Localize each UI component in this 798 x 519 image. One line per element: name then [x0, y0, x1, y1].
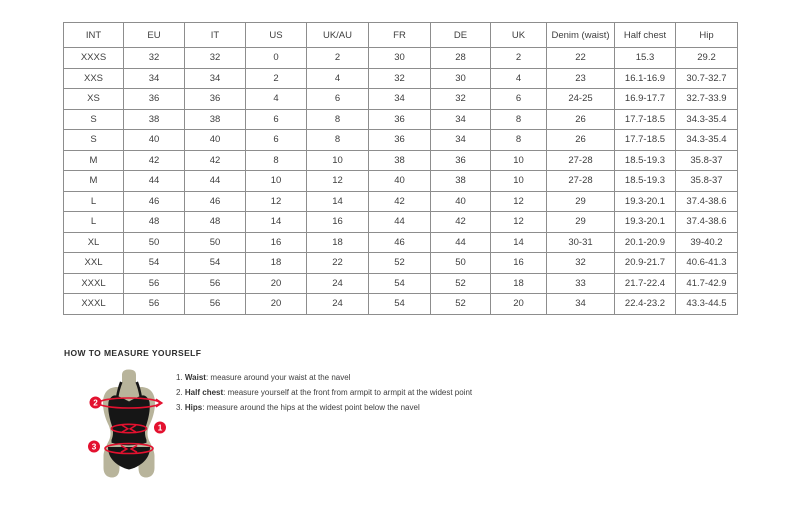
table-cell: 32 [185, 48, 246, 69]
table-cell: 26 [547, 130, 615, 151]
table-cell: 34.3-35.4 [676, 109, 738, 130]
table-cell: 14 [491, 232, 547, 253]
table-cell: M [64, 171, 124, 192]
table-row [64, 130, 738, 151]
table-header-row [64, 23, 738, 48]
table-cell: 12 [307, 171, 369, 192]
table-cell: 30 [431, 68, 491, 89]
table-cell: 2 [246, 68, 307, 89]
table-cell: 27-28 [547, 171, 615, 192]
table-cell: 20 [246, 294, 307, 315]
table-cell: 48 [124, 212, 185, 233]
table-cell: 40.6-41.3 [676, 253, 738, 274]
table-cell: 38 [185, 109, 246, 130]
table-cell: 34 [547, 294, 615, 315]
table-cell: 30-31 [547, 232, 615, 253]
table-cell: 54 [185, 253, 246, 274]
camisole-top [108, 395, 150, 445]
table-cell: 4 [307, 68, 369, 89]
header-cell: UK/AU [307, 23, 369, 48]
table-cell: 28 [431, 48, 491, 69]
header-cell: EU [124, 23, 185, 48]
table-cell: 15.3 [615, 48, 676, 69]
table-cell: 41.7-42.9 [676, 273, 738, 294]
header-cell: DE [431, 23, 491, 48]
header-cell: INT [64, 23, 124, 48]
table-cell: 50 [431, 253, 491, 274]
marker-hips-number: 3 [91, 442, 97, 452]
table-cell: 35.8-37 [676, 171, 738, 192]
step-label: Waist [184, 373, 206, 382]
marker-half-chest-number: 2 [93, 398, 98, 408]
size-chart-table [63, 22, 738, 315]
header-cell: FR [369, 23, 431, 48]
table-cell: 33 [547, 273, 615, 294]
table-cell: 30 [369, 48, 431, 69]
table-cell: 16 [307, 212, 369, 233]
step-item [176, 402, 472, 417]
table-cell: 50 [124, 232, 185, 253]
table-cell: 36 [369, 130, 431, 151]
step-label: Half chest [184, 388, 224, 398]
table-cell: 36 [431, 150, 491, 171]
table-cell: 40 [185, 130, 246, 151]
table-cell: 10 [491, 171, 547, 192]
table-cell: 17.7-18.5 [615, 109, 676, 130]
table-cell: 52 [369, 253, 431, 274]
table-row [64, 89, 738, 110]
table-cell: 46 [124, 191, 185, 212]
table-cell: 4 [246, 89, 307, 110]
table-cell: 40 [369, 171, 431, 192]
table-cell: 36 [185, 89, 246, 110]
table-cell: 12 [246, 191, 307, 212]
table-cell: 32 [431, 89, 491, 110]
marker-waist-number: 1 [157, 423, 163, 433]
table-cell: 23 [547, 68, 615, 89]
header-cell: US [246, 23, 307, 48]
table-cell: 18 [307, 232, 369, 253]
table-cell: 44 [369, 212, 431, 233]
table-cell: 27-28 [547, 150, 615, 171]
header-cell: Denim (waist) [547, 23, 615, 48]
table-cell: 12 [491, 212, 547, 233]
header-cell: Hip [676, 23, 738, 48]
table-row [64, 191, 738, 212]
table-cell: 44 [124, 171, 185, 192]
table-cell: 34 [185, 68, 246, 89]
table-cell: 2 [491, 48, 547, 69]
step-label: Hips [184, 403, 203, 413]
table-cell: 40 [431, 191, 491, 212]
table-cell: 32 [124, 48, 185, 69]
table-row [64, 273, 738, 294]
table-row [64, 109, 738, 130]
table-cell: 32 [369, 68, 431, 89]
table-cell: 42 [431, 212, 491, 233]
table-cell: 38 [369, 150, 431, 171]
table-cell: 24-25 [547, 89, 615, 110]
step-text: : measure around your waist at the navel [205, 373, 351, 382]
table-cell: 21.7-22.4 [615, 273, 676, 294]
table-cell: L [64, 191, 124, 212]
table-cell: 16.1-16.9 [615, 68, 676, 89]
table-cell: 22 [307, 253, 369, 274]
table-cell: 19.3-20.1 [615, 212, 676, 233]
table-cell: 18.5-19.3 [615, 150, 676, 171]
table-cell: 18 [491, 273, 547, 294]
table-cell: 50 [185, 232, 246, 253]
table-cell: 8 [491, 130, 547, 151]
table-cell: 46 [185, 191, 246, 212]
table-cell: 14 [246, 212, 307, 233]
table-cell: 34 [369, 89, 431, 110]
table-row [64, 294, 738, 315]
table-cell: 39-40.2 [676, 232, 738, 253]
table-cell: 56 [185, 294, 246, 315]
table-cell: XL [64, 232, 124, 253]
table-cell: 10 [246, 171, 307, 192]
table-cell: S [64, 130, 124, 151]
table-cell: 35.8-37 [676, 150, 738, 171]
table-cell: S [64, 109, 124, 130]
table-cell: 8 [246, 150, 307, 171]
step-text: : measure yourself at the front from armpit to armpit at the widest point [223, 388, 473, 398]
section-title: HOW TO MEASURE YOURSELF [64, 348, 202, 358]
table-cell: 36 [124, 89, 185, 110]
table-row [64, 212, 738, 233]
table-cell: 10 [307, 150, 369, 171]
table-cell: XXXL [64, 294, 124, 315]
table-cell: 18.5-19.3 [615, 171, 676, 192]
table-cell: 20.1-20.9 [615, 232, 676, 253]
table-cell: 42 [369, 191, 431, 212]
header-cell: UK [491, 23, 547, 48]
table-cell: 52 [431, 294, 491, 315]
step-item [176, 387, 472, 402]
table-cell: 32 [547, 253, 615, 274]
table-cell: 6 [246, 130, 307, 151]
table-cell: 26 [547, 109, 615, 130]
table-cell: M [64, 150, 124, 171]
table-cell: 8 [307, 109, 369, 130]
table-cell: XXL [64, 253, 124, 274]
table-cell: 20 [246, 273, 307, 294]
step-text: : measure around the hips at the widest point below the navel [202, 403, 420, 413]
table-cell: XXS [64, 68, 124, 89]
table-cell: 6 [307, 89, 369, 110]
table-cell: 44 [431, 232, 491, 253]
table-row [64, 253, 738, 274]
table-cell: 44 [185, 171, 246, 192]
table-cell: 24 [307, 273, 369, 294]
table-cell: 34 [124, 68, 185, 89]
step-number: 3. [176, 403, 185, 413]
table-cell: 46 [369, 232, 431, 253]
table-cell: 52 [431, 273, 491, 294]
table-cell: 6 [246, 109, 307, 130]
table-cell: 34 [431, 109, 491, 130]
table-cell: 4 [491, 68, 547, 89]
table-cell: 16 [246, 232, 307, 253]
table-cell: XXXL [64, 273, 124, 294]
table-cell: 24 [307, 294, 369, 315]
table-cell: 29 [547, 191, 615, 212]
table-row [64, 68, 738, 89]
table-row [64, 48, 738, 69]
table-cell: 2 [307, 48, 369, 69]
table-cell: 20 [491, 294, 547, 315]
table-cell: 14 [307, 191, 369, 212]
table-cell: XXXS [64, 48, 124, 69]
step-item [176, 372, 472, 387]
step-number: 1. [176, 373, 185, 382]
table-cell: 22 [547, 48, 615, 69]
table-cell: 37.4-38.6 [676, 191, 738, 212]
table-cell: 56 [124, 273, 185, 294]
table-cell: 43.3-44.5 [676, 294, 738, 315]
table-cell: 16 [491, 253, 547, 274]
table-cell: 54 [369, 294, 431, 315]
table-cell: 17.7-18.5 [615, 130, 676, 151]
table-cell: 37.4-38.6 [676, 212, 738, 233]
table-cell: 38 [431, 171, 491, 192]
table-cell: 29.2 [676, 48, 738, 69]
step-number: 2. [176, 388, 185, 398]
table-cell: 0 [246, 48, 307, 69]
table-cell: 32.7-33.9 [676, 89, 738, 110]
table-cell: 30.7-32.7 [676, 68, 738, 89]
table-row [64, 232, 738, 253]
table-row [64, 171, 738, 192]
mannequin-illustration-icon [84, 367, 176, 481]
table-cell: 56 [124, 294, 185, 315]
table-cell: 42 [185, 150, 246, 171]
table-cell: 12 [491, 191, 547, 212]
table-cell: 34 [431, 130, 491, 151]
table-cell: 36 [369, 109, 431, 130]
table-cell: 20.9-21.7 [615, 253, 676, 274]
measure-steps-list [176, 372, 472, 418]
table-cell: 16.9-17.7 [615, 89, 676, 110]
table-cell: 40 [124, 130, 185, 151]
table-cell: 38 [124, 109, 185, 130]
table-cell: 42 [124, 150, 185, 171]
table-cell: 48 [185, 212, 246, 233]
header-cell: IT [185, 23, 246, 48]
table-cell: XS [64, 89, 124, 110]
measurement-figure [84, 367, 176, 481]
table-cell: 8 [307, 130, 369, 151]
table-cell: 18 [246, 253, 307, 274]
table-cell: 29 [547, 212, 615, 233]
table-cell: 34.3-35.4 [676, 130, 738, 151]
table-cell: 10 [491, 150, 547, 171]
table-cell: 8 [491, 109, 547, 130]
table-cell: 6 [491, 89, 547, 110]
table-cell: L [64, 212, 124, 233]
table-cell: 54 [124, 253, 185, 274]
table-row [64, 150, 738, 171]
table-cell: 54 [369, 273, 431, 294]
table-cell: 19.3-20.1 [615, 191, 676, 212]
table-cell: 22.4-23.2 [615, 294, 676, 315]
table-cell: 56 [185, 273, 246, 294]
header-cell: Half chest [615, 23, 676, 48]
